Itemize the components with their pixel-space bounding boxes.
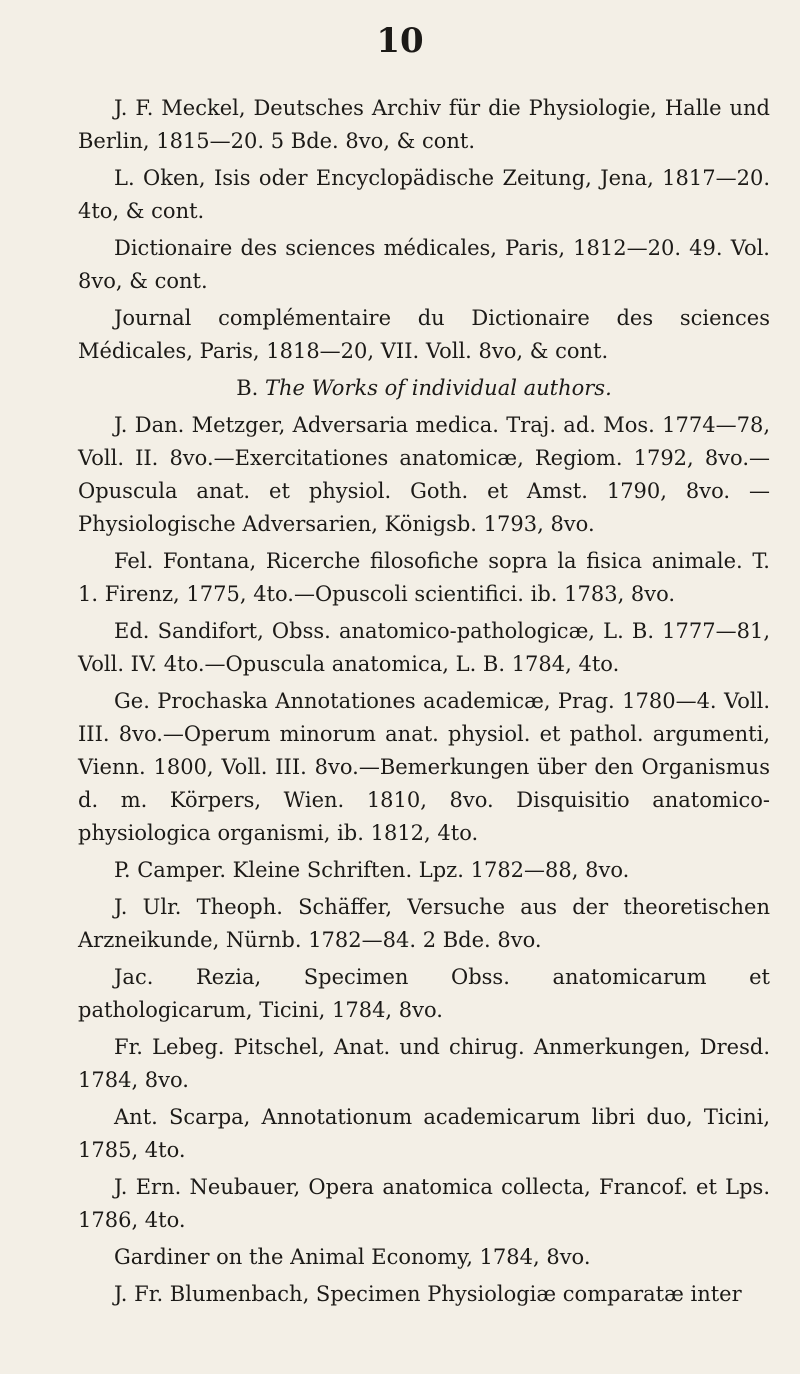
bibliography-entry: Dictionaire des sciences médicales, Paris, 1812—20. 49. Vol. 8vo, & cont. bbox=[78, 236, 770, 293]
bibliography-entry: L. Oken, Isis oder Encyclopädische Zeitung, Jena, 1817—20. 4to, & cont. bbox=[78, 166, 770, 223]
bibliography-entry: Ge. Prochaska Annotationes academicæ, Prag. 1780—4. Voll. III. 8vo.—Operum minorum anat. physiol. et pathol. argumenti, Vienn. 1800, Voll. III. 8vo.—Bemerkungen über den Organismus d. m. Körpers, Wien. 1810, 8vo. Disquisitio anatomico-physiologica organismi, ib. 1812, 4to. bbox=[78, 689, 770, 845]
bibliography-entry: Fr. Lebeg. Pitschel, Anat. und chirug. Anmerkungen, Dresd. 1784, 8vo. bbox=[78, 1035, 770, 1092]
section-letter: B. bbox=[236, 376, 259, 400]
section-title: The Works of individual authors. bbox=[265, 376, 612, 400]
bibliography-entry: P. Camper. Kleine Schriften. Lpz. 1782—88, 8vo. bbox=[114, 858, 630, 882]
section-heading bbox=[78, 372, 770, 405]
bibliography-entry: J. Fr. Blumenbach, Specimen Physiologiæ comparatæ inter bbox=[114, 1282, 742, 1306]
bibliography-entry: Ed. Sandifort, Obss. anatomico-pathologicæ, L. B. 1777—81, Voll. IV. 4to.—Opuscula anatomica, L. B. 1784, 4to. bbox=[78, 619, 770, 676]
bibliography-entry: Gardiner on the Animal Economy, 1784, 8vo. bbox=[114, 1245, 591, 1269]
bibliography-entry: J. Dan. Metzger, Adversaria medica. Traj. ad. Mos. 1774—78, Voll. II. 8vo.—Exercitationes anatomicæ, Regiom. 1792, 8vo.—Opuscula anat. et physiol. Goth. et Amst. 1790, 8vo. —Physiologische Adversarien, Königsb. 1793, 8vo. bbox=[78, 413, 770, 536]
bibliography-entry: Ant. Scarpa, Annotationum academicarum libri duo, Ticini, 1785, 4to. bbox=[78, 1105, 770, 1162]
bibliography-entry: Fel. Fontana, Ricerche filosofiche sopra la fisica animale. T. 1. Firenz, 1775, 4to.—Opuscoli scientifici. ib. 1783, 8vo. bbox=[78, 549, 770, 606]
bibliography-entry: J. Ulr. Theoph. Schäffer, Versuche aus der theoretischen Arzneikunde, Nürnb. 1782—84. 2 Bde. 8vo. bbox=[78, 895, 770, 952]
page-number: 10 bbox=[376, 21, 424, 61]
bibliography-entry: J. Ern. Neubauer, Opera anatomica collecta, Francof. et Lps. 1786, 4to. bbox=[78, 1175, 770, 1232]
bibliography-entry: Jac. Rezia, Specimen Obss. anatomicarum et pathologicarum, Ticini, 1784, 8vo. bbox=[78, 965, 770, 1022]
bibliography-entry: Journal complémentaire du Dictionaire des sciences Médicales, Paris, 1818—20, VII. Voll. 8vo, & cont. bbox=[78, 306, 770, 363]
bibliography-entry: J. F. Meckel, Deutsches Archiv für die Physiologie, Halle und Berlin, 1815—20. 5 Bde. 8vo, & cont. bbox=[78, 96, 770, 153]
page-content bbox=[78, 92, 770, 1315]
